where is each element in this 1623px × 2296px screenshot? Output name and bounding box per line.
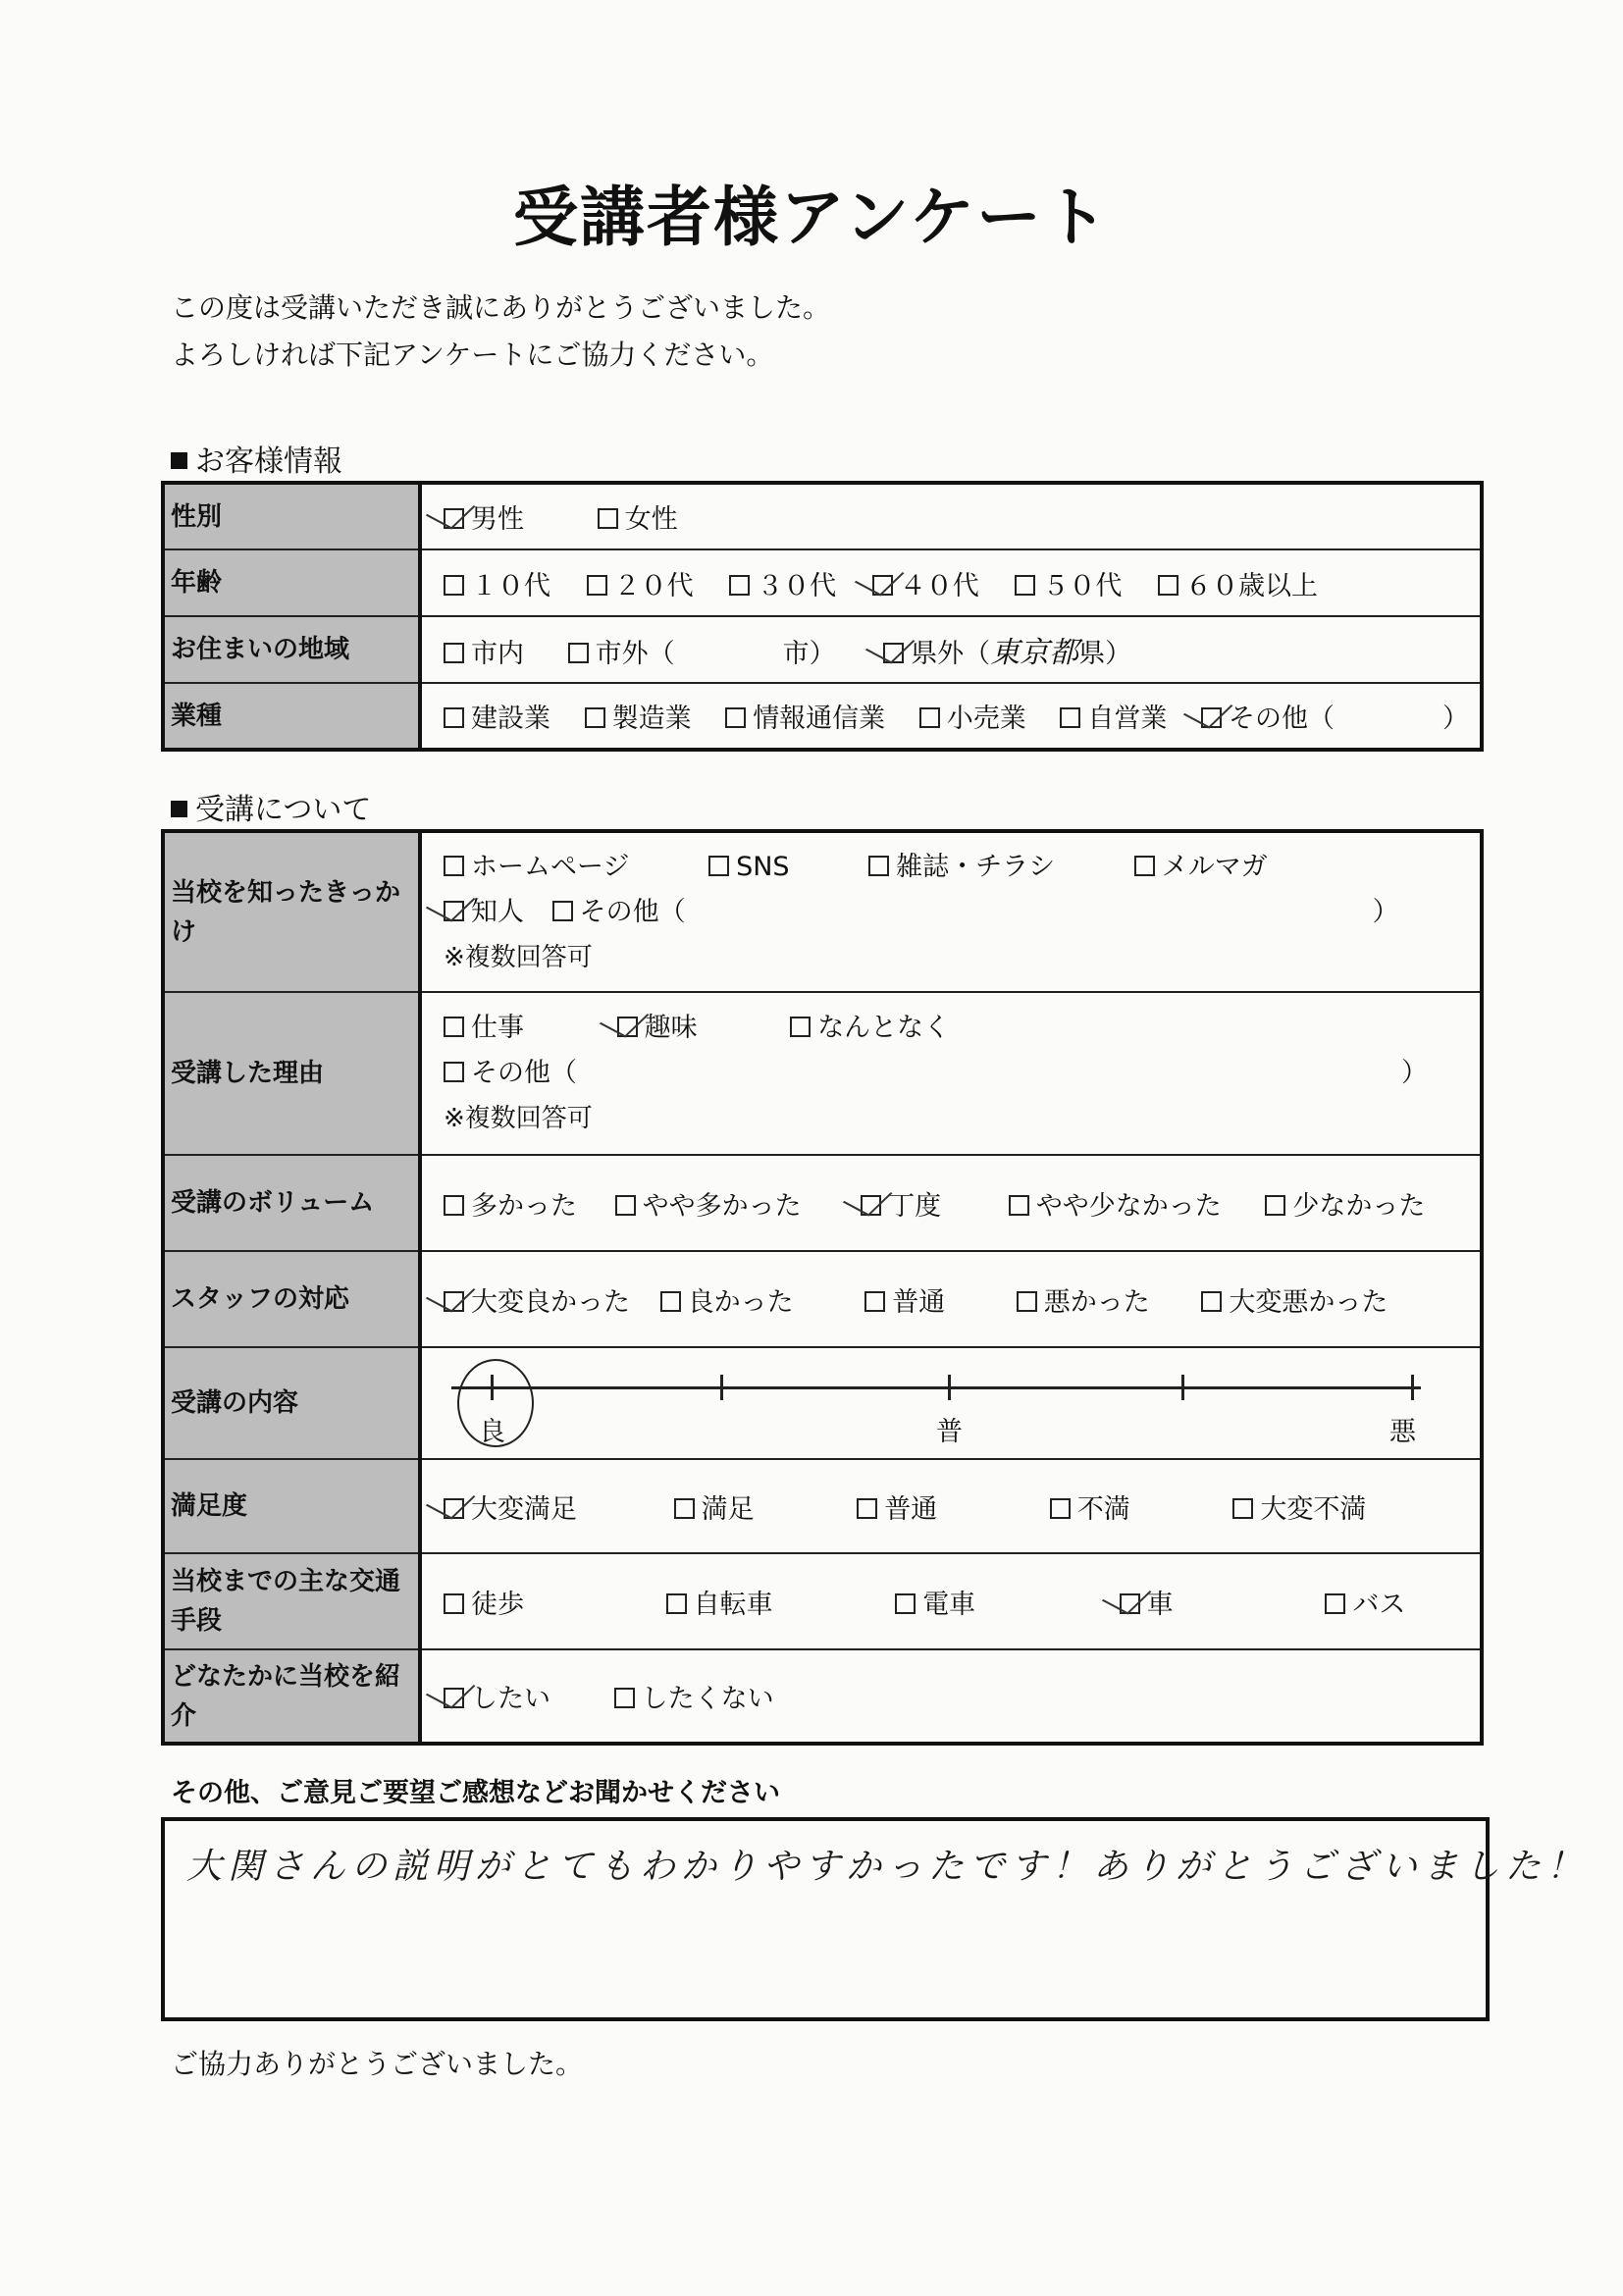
comment-handwritten-text: 大関さんの説明がとてもわかりやすかったです！ありがとうございました！ [186,1847,1589,1887]
checkbox-icon[interactable] [725,707,746,728]
checkbox-icon[interactable] [1201,1291,1222,1312]
scale-label-bad: 悪 [1389,1417,1416,1447]
trigger-option-acquaintance[interactable]: 知人 [444,890,524,935]
reason-option-other[interactable]: その他（ ） [444,1051,1428,1096]
section-customer-heading: お客様情報 [171,437,342,480]
scale-tick-5[interactable] [1411,1375,1414,1400]
section-course-heading: 受講について [171,785,371,828]
checkbox-icon[interactable] [666,1593,687,1614]
page-title: 受講者様アンケート [512,180,1111,255]
checkbox-icon[interactable] [857,1498,877,1519]
refer-options [420,1649,1482,1744]
transport-option-walk[interactable]: 徒歩 [444,1583,524,1621]
checkbox-icon[interactable] [444,1195,464,1216]
reason-option-somehow[interactable]: なんとなく [790,1006,950,1051]
comment-heading: その他、ご意見ご要望ご感想などお聞かせください [171,1778,780,1808]
checkbox-icon[interactable] [1232,1498,1253,1519]
reason-multiple-note: ※複数回答可 [444,1104,593,1133]
scale-tick-2[interactable] [720,1375,723,1400]
content-label: 受講の内容 [163,1347,420,1459]
checkbox-icon[interactable] [614,1688,635,1708]
industry-options [420,683,1482,750]
scale-tick-4[interactable] [1181,1375,1184,1400]
industry-option-other[interactable]: その他（ ） [1201,697,1469,735]
transport-option-bus[interactable]: バス [1325,1583,1405,1621]
square-bullet-icon [171,452,187,469]
checkbox-icon[interactable] [708,856,729,876]
volume-options [420,1155,1482,1251]
checkbox-checked-icon[interactable] [617,1017,638,1037]
checkbox-icon[interactable] [674,1498,695,1519]
checkbox-icon[interactable] [1015,575,1035,596]
checkbox-checked-icon[interactable] [444,1498,464,1519]
checkbox-icon[interactable] [598,508,618,529]
checkbox-icon[interactable] [729,575,750,596]
reason-option-hobby[interactable]: 趣味 [617,1006,698,1051]
checkbox-icon[interactable] [1134,856,1155,876]
gender-option-male[interactable]: 男性 [444,497,524,536]
checkbox-checked-icon[interactable] [444,901,464,921]
satisfaction-options [420,1459,1482,1553]
checkbox-icon[interactable] [790,1017,811,1037]
checkbox-icon[interactable] [568,643,589,663]
customer-info-table [161,481,1484,752]
staff-option-bad[interactable]: 悪かった [1017,1280,1150,1319]
square-bullet-icon [171,801,187,817]
comment-textarea[interactable] [161,1817,1589,2021]
age-option-20s[interactable]: ２０代 [587,564,694,602]
checkbox-icon[interactable] [895,1593,916,1614]
checkbox-checked-icon[interactable] [444,1291,464,1312]
industry-option-ict[interactable]: 情報通信業 [725,697,885,735]
area-option-prefecture[interactable]: 県外（東京都県） [883,628,1131,671]
reason-label: 受講した理由 [163,992,420,1155]
staff-option-good[interactable]: 良かった [660,1280,794,1319]
checkbox-checked-icon[interactable] [1201,707,1222,728]
area-options [420,616,1482,683]
checkbox-icon[interactable] [660,1291,681,1312]
checkbox-icon[interactable] [1050,1498,1071,1519]
volume-label: 受講のボリューム [163,1155,420,1251]
transport-label: 当校までの主な交通手段 [163,1553,420,1649]
area-option-city[interactable]: 市内 [444,632,524,670]
refer-option-yes[interactable]: したい [444,1677,550,1715]
checkbox-icon[interactable] [552,901,573,921]
trigger-option-other[interactable]: その他（ ） [552,890,1399,935]
trigger-label: 当校を知ったきっかけ [163,831,420,992]
checkbox-icon[interactable] [444,1062,464,1082]
checkbox-checked-icon[interactable] [444,1688,464,1708]
satisfaction-label: 満足度 [163,1459,420,1553]
checkbox-checked-icon[interactable] [1120,1593,1140,1614]
checkbox-icon[interactable] [1158,575,1178,596]
trigger-option-mailmag[interactable]: メルマガ [1134,845,1268,890]
gender-option-female[interactable]: 女性 [598,497,678,536]
checkbox-icon[interactable] [444,707,464,728]
checkbox-icon[interactable] [587,575,607,596]
checkbox-checked-icon[interactable] [883,643,904,663]
reason-options [420,992,1482,1155]
closing-message: ご協力ありがとうございました。 [171,2048,584,2080]
staff-option-very-good[interactable]: 大変良かった [444,1280,630,1319]
area-option-outside-city[interactable]: 市外（ 市） [568,632,836,670]
checkbox-icon[interactable] [1265,1195,1285,1216]
volume-option-just-right[interactable]: 丁度 [861,1184,941,1223]
checkbox-icon[interactable] [444,1017,464,1037]
age-option-10s[interactable]: １０代 [444,564,550,602]
trigger-options [420,831,1482,992]
gender-options [420,483,1482,549]
satisfaction-option-satisfied[interactable]: 満足 [674,1487,755,1526]
staff-label: スタッフの対応 [163,1251,420,1347]
volume-option-much[interactable]: 多かった [444,1184,577,1223]
checkbox-checked-icon[interactable] [861,1195,881,1216]
intro-line-2: よろしければ下記アンケートにご協力ください。 [171,339,774,371]
age-option-30s[interactable]: ３０代 [729,564,836,602]
checkbox-icon[interactable] [444,643,464,663]
checkbox-icon[interactable] [919,707,940,728]
area-label: お住まいの地域 [163,616,420,683]
checkbox-icon[interactable] [864,1291,885,1312]
transport-option-bicycle[interactable]: 自転車 [666,1583,773,1621]
checkbox-icon[interactable] [1009,1195,1029,1216]
content-rating-scale [420,1347,1482,1459]
checkbox-icon[interactable] [444,856,464,876]
volume-option-little[interactable]: 少なかった [1265,1184,1425,1223]
satisfaction-option-normal[interactable]: 普通 [857,1487,937,1526]
satisfaction-option-very-unsatisfied[interactable]: 大変不満 [1232,1487,1366,1526]
checkbox-checked-icon[interactable] [872,575,893,596]
reason-option-work[interactable]: 仕事 [444,1006,524,1051]
satisfaction-option-very-satisfied[interactable]: 大変満足 [444,1487,577,1526]
checkbox-icon[interactable] [1060,707,1080,728]
refer-label: どなたかに当校を紹介 [163,1649,420,1744]
volume-option-rather-little[interactable]: やや少なかった [1009,1184,1222,1223]
course-info-table [161,829,1484,1746]
checkbox-icon[interactable] [868,856,889,876]
satisfaction-option-unsatisfied[interactable]: 不満 [1050,1487,1130,1526]
age-option-50s[interactable]: ５０代 [1015,564,1122,602]
checkbox-icon[interactable] [444,1593,464,1614]
prefecture-handwritten: 東京都 [990,636,1079,670]
staff-option-very-bad[interactable]: 大変悪かった [1201,1280,1387,1319]
volume-option-rather-much[interactable]: やや多かった [615,1184,802,1223]
intro-line-1: この度は受講いただき誠にありがとうございました。 [171,291,831,324]
scale-label-good: 良 [479,1417,505,1447]
staff-option-normal[interactable]: 普通 [864,1280,945,1319]
scale-label-normal: 普 [936,1417,963,1447]
gender-label: 性別 [163,483,420,549]
industry-option-construction[interactable]: 建設業 [444,697,550,735]
trigger-option-homepage[interactable]: ホームページ [444,845,629,890]
age-option-60plus[interactable]: ６０歳以上 [1158,564,1318,602]
trigger-option-magazine[interactable]: 雑誌・チラシ [868,845,1055,890]
checkbox-icon[interactable] [1325,1593,1345,1614]
industry-option-retail[interactable]: 小売業 [919,697,1026,735]
checkbox-icon[interactable] [444,575,464,596]
industry-label: 業種 [163,683,420,750]
trigger-multiple-note: ※複数回答可 [444,942,593,972]
staff-options [420,1251,1482,1347]
age-option-40s[interactable]: ４０代 [872,564,979,602]
age-label: 年齢 [163,549,420,616]
transport-option-car[interactable]: 車 [1120,1583,1174,1621]
checkbox-checked-icon[interactable] [444,508,464,529]
transport-option-train[interactable]: 電車 [895,1583,975,1621]
industry-option-manufacturing[interactable]: 製造業 [585,697,692,735]
age-options [420,549,1482,616]
scale-bar [451,1386,1421,1389]
trigger-option-sns[interactable]: SNS [708,845,789,890]
checkbox-icon[interactable] [1017,1291,1037,1312]
industry-option-self-employed[interactable]: 自営業 [1060,697,1167,735]
transport-options [420,1553,1482,1649]
scale-tick-3[interactable] [948,1375,951,1400]
refer-option-no[interactable]: したくない [614,1677,774,1715]
checkbox-icon[interactable] [585,707,605,728]
checkbox-icon[interactable] [615,1195,636,1216]
